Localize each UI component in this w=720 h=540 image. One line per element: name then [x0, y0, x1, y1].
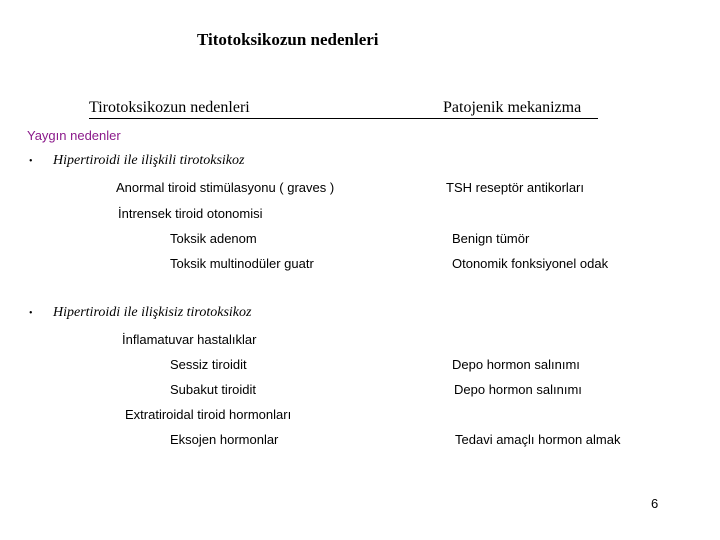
subgroup-heading: İnflamatuvar hastalıklar: [122, 332, 257, 347]
page-number: 6: [651, 496, 659, 511]
mechanism-item: Depo hormon salınımı: [454, 382, 582, 397]
cause-item: Toksik adenom: [170, 231, 257, 246]
group-heading: Hipertiroidi ile ilişkisiz tirotoksikoz: [53, 305, 252, 320]
cause-item: Toksik multinodüler guatr: [170, 256, 314, 271]
bullet-icon: •: [29, 308, 33, 319]
page-title: Titotoksikozun nedenleri: [197, 30, 379, 49]
mechanism-item: Depo hormon salınımı: [452, 357, 580, 372]
column-header-causes: Tirotoksikozun nedenleri: [89, 99, 453, 119]
cause-item: Anormal tiroid stimülasyonu ( graves ): [116, 180, 335, 195]
mechanism-item: Benign tümör: [452, 231, 530, 246]
mechanism-item: Tedavi amaçlı hormon almak: [455, 432, 621, 447]
bullet-icon: •: [29, 156, 33, 167]
mechanism-item: Otonomik fonksiyonel odak: [452, 256, 609, 271]
group-heading: Hipertiroidi ile ilişkili tirotoksikoz: [53, 153, 245, 168]
column-header-mechanism: Patojenik mekanizma: [443, 99, 598, 119]
cause-item: Eksojen hormonlar: [170, 432, 279, 447]
subgroup-heading: İntrensek tiroid otonomisi: [118, 206, 263, 221]
section-label: Yaygın nedenler: [27, 128, 121, 143]
cause-item: Sessiz tiroidit: [170, 357, 247, 372]
subgroup-heading: Extratiroidal tiroid hormonları: [125, 407, 292, 422]
mechanism-item: TSH reseptör antikorları: [446, 180, 584, 195]
cause-item: Subakut tiroidit: [170, 382, 256, 397]
